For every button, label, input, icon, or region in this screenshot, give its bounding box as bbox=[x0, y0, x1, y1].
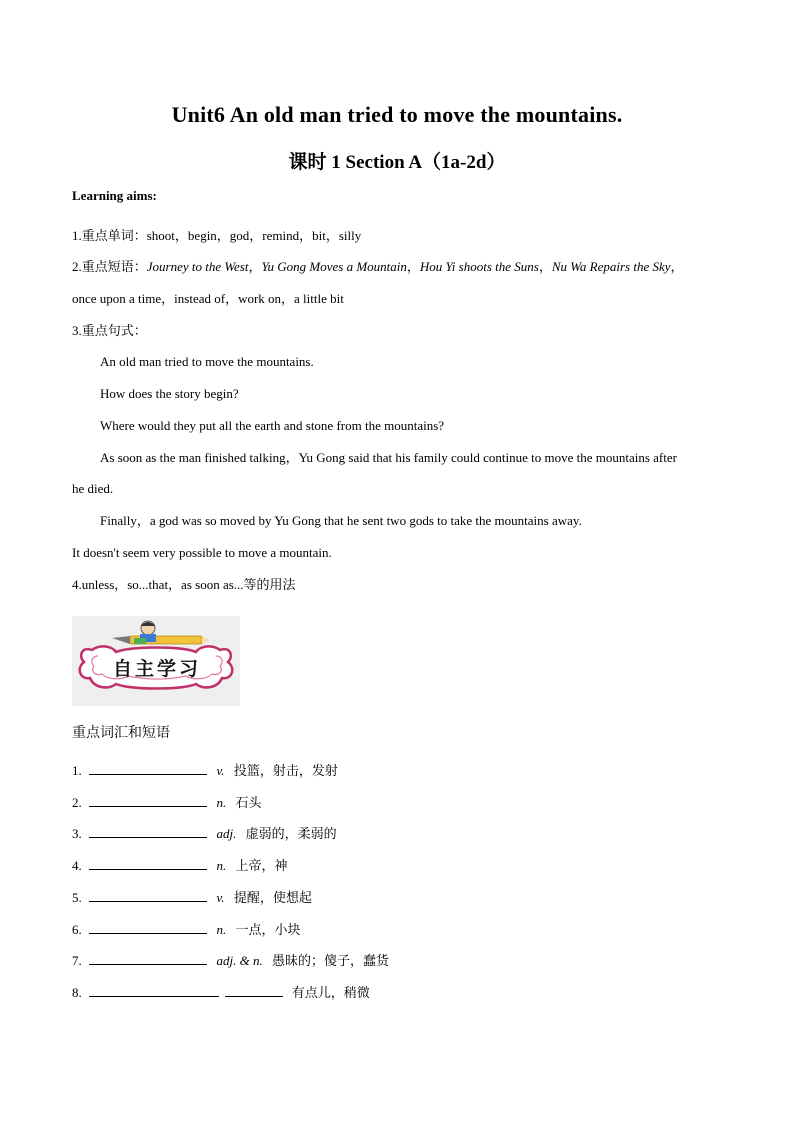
part-of-speech: adj. bbox=[216, 826, 237, 841]
vocab-number: 3. bbox=[72, 826, 82, 841]
meaning: 有点儿，稍微 bbox=[291, 986, 370, 1001]
separator: ， bbox=[248, 259, 262, 274]
phrase-nuwa: Nu Wa Repairs the Sky bbox=[551, 259, 671, 274]
answer-blank[interactable] bbox=[89, 762, 207, 775]
lesson-subtitle: 课时 1 Section A（1a-2d） bbox=[288, 152, 506, 173]
sentence: Finally，a god was so moved by Yu Gong that he sent two gods to take the mountains away. bbox=[100, 513, 582, 528]
answer-blank[interactable] bbox=[89, 857, 207, 870]
answer-blank[interactable] bbox=[89, 921, 207, 934]
sentence: Where would they put all the earth and stone from the mountains? bbox=[100, 418, 445, 433]
vocab-number: 1. bbox=[72, 763, 82, 778]
sentence: How does the story begin? bbox=[100, 386, 239, 401]
meaning: 提醒，使想起 bbox=[233, 891, 312, 906]
banner-label: 自主学习 bbox=[112, 658, 201, 680]
meaning: 愚昧的；傻子，蠢货 bbox=[271, 954, 389, 969]
meaning: 虚弱的，柔弱的 bbox=[245, 827, 337, 842]
self-study-banner bbox=[72, 616, 240, 706]
answer-blank[interactable] bbox=[89, 889, 207, 902]
answer-blank[interactable] bbox=[89, 825, 207, 838]
vocab-item bbox=[72, 984, 370, 1003]
aim-usage: 4.unless，so...that，as soon as...等的用法 bbox=[72, 577, 296, 592]
phrase-journey: Journey to the West bbox=[146, 259, 249, 274]
separator: ， bbox=[670, 259, 684, 274]
learning-aims-heading: Learning aims: bbox=[72, 188, 157, 203]
vocab-item bbox=[72, 921, 301, 940]
sentence-cont: he died. bbox=[72, 481, 114, 496]
part-of-speech: n. bbox=[216, 858, 227, 873]
sentence: As soon as the man finished talking，Yu Gong said that his family could continue to move the mountains after bbox=[100, 450, 677, 465]
page-title: Unit6 An old man tried to move the mountains. bbox=[171, 102, 623, 127]
meaning: 石头 bbox=[235, 796, 262, 811]
vocab-number: 8. bbox=[72, 985, 82, 1000]
meaning: 上帝，神 bbox=[235, 859, 288, 874]
part-of-speech: n. bbox=[216, 922, 227, 937]
part-of-speech: v. bbox=[216, 890, 225, 905]
vocab-number: 6. bbox=[72, 922, 82, 937]
answer-blank[interactable] bbox=[89, 794, 207, 807]
separator: ， bbox=[406, 259, 420, 274]
vocab-number: 2. bbox=[72, 795, 82, 810]
phrase-yugong: Yu Gong Moves a Mountain bbox=[261, 259, 407, 274]
vocab-item bbox=[72, 825, 337, 844]
aim-key-sentences: 3.重点句式： bbox=[72, 323, 147, 338]
part-of-speech: v. bbox=[216, 763, 225, 778]
vocab-section-heading: 重点词汇和短语 bbox=[72, 726, 170, 741]
aim-key-phrases-prefix: 2.重点短语： bbox=[72, 259, 147, 274]
aim-key-phrases-cont: once upon a time，instead of，work on，a little bit bbox=[72, 291, 344, 306]
vocab-item bbox=[72, 952, 389, 971]
aim-key-phrases bbox=[72, 258, 684, 276]
answer-blank[interactable] bbox=[225, 984, 283, 997]
aim-key-words: 1.重点单词：shoot，begin，god，remind，bit，silly bbox=[72, 228, 362, 243]
vocab-item bbox=[72, 794, 262, 813]
sentence: An old man tried to move the mountains. bbox=[100, 354, 314, 369]
vocab-number: 4. bbox=[72, 858, 82, 873]
part-of-speech: n. bbox=[216, 795, 227, 810]
answer-blank[interactable] bbox=[89, 984, 219, 997]
vocab-item bbox=[72, 857, 288, 876]
phrase-houyi: Hou Yi shoots the Suns bbox=[419, 259, 539, 274]
meaning: 投篮，射击，发射 bbox=[233, 764, 338, 779]
part-of-speech: adj. & n. bbox=[216, 953, 263, 968]
separator: ， bbox=[538, 259, 552, 274]
vocab-number: 7. bbox=[72, 953, 82, 968]
meaning: 一点，小块 bbox=[235, 923, 301, 938]
vocab-item bbox=[72, 762, 338, 781]
vocab-item bbox=[72, 889, 312, 908]
sentence: It doesn't seem very possible to move a mountain. bbox=[72, 545, 332, 560]
vocab-number: 5. bbox=[72, 890, 82, 905]
answer-blank[interactable] bbox=[89, 952, 207, 965]
